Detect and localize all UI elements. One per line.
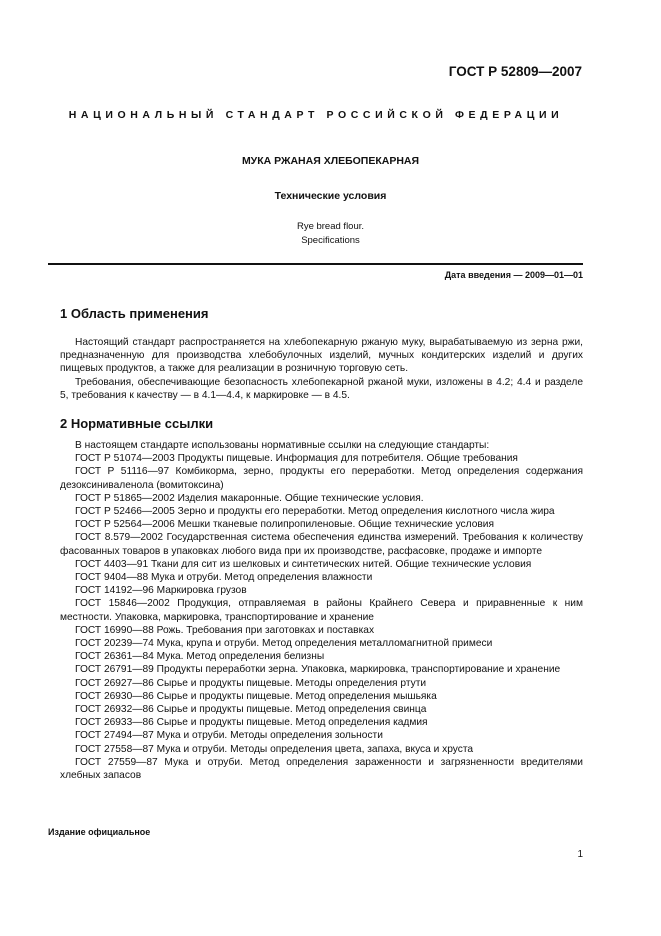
reference-item: ГОСТ 26930—86 Сырье и продукты пищевые. Метод определения мышьяка	[75, 690, 437, 702]
reference-item: ГОСТ 26361—84 Мука. Метод определения белизны	[75, 651, 325, 663]
reference-item: ГОСТ 20239—74 Мука, крупа и отруби. Метод определения металломагнитной примеси	[75, 638, 493, 650]
section-heading: 2 Нормативные ссылки	[60, 416, 214, 431]
section-2-body	[60, 439, 583, 782]
document-title: МУКА РЖАНАЯ ХЛЕБОПЕКАРНАЯ	[241, 155, 420, 167]
reference-item: ГОСТ 14192—96 Маркировка грузов	[75, 585, 247, 597]
english-title-line: Rye bread flour.	[296, 221, 365, 232]
reference-item: ГОСТ 27559—87 Мука и отруби. Метод определения зараженности и загрязненности вредителями хлебных запасов	[60, 756, 583, 782]
reference-item: ГОСТ 9404—88 Мука и отруби. Метод определения влажности	[75, 572, 373, 584]
reference-item: ГОСТ 26791—89 Продукты переработки зерна. Упаковка, маркировка, транспортирование и хранение	[75, 664, 561, 676]
section-1-body	[60, 336, 583, 402]
document-code: ГОСТ Р 52809—2007	[448, 64, 582, 79]
reference-item: ГОСТ Р 51116—97 Комбикорма, зерно, продукты его переработки. Метод определения содержания дезоксиниваленола (вомитоксина)	[60, 466, 583, 491]
national-standard-banner: НАЦИОНАЛЬНЫЙ СТАНДАРТ РОССИЙСКОЙ ФЕДЕРАЦИИ	[68, 109, 564, 121]
reference-item: ГОСТ 16990—88 Рожь. Требования при заготовках и поставках	[75, 624, 375, 636]
reference-item: ГОСТ 26933—86 Сырье и продукты пищевые. Метод определения кадмия	[75, 717, 428, 729]
paragraph: В настоящем стандарте использованы нормативные ссылки на следующие стандарты:	[75, 440, 490, 451]
section-heading: 1 Область применения	[60, 306, 209, 321]
edition-label: Издание официальное	[48, 827, 151, 837]
reference-item: ГОСТ Р 51865—2002 Изделия макаронные. Общие технические условия.	[75, 492, 424, 504]
english-title	[0, 220, 661, 248]
reference-item: ГОСТ 4403—91 Ткани для сит из шелковых и синтетических нитей. Общие технические условия	[75, 558, 532, 570]
reference-item: ГОСТ 8.579—2002 Государственная система обеспечения единства измерений. Требования к количеству фасованных товаров в упаковках любого вида при их производстве, расфасовке, продаже и импорте	[60, 532, 583, 557]
paragraph: Требования, обеспечивающие безопасность хлебопекарной ржаной муки, изложены в 4.2; 4.4 и разделе 5, требования к качеству — в 4.1—4.4, к маркировке — в 4.5.	[60, 376, 583, 401]
header-rule	[48, 263, 583, 265]
reference-item: ГОСТ 15846—2002 Продукция, отправляемая в районы Крайнего Севера и приравненные к ним местности. Упаковка, маркировка, транспортирование и хранение	[60, 598, 583, 623]
reference-item: ГОСТ 26927—86 Сырье и продукты пищевые. Методы определения ртути	[75, 677, 427, 689]
reference-item: ГОСТ Р 51074—2003 Продукты пищевые. Информация для потребителя. Общие требования	[75, 453, 518, 465]
reference-item: ГОСТ 27558—87 Мука и отруби. Методы определения цвета, запаха, вкуса и хруста	[75, 743, 474, 755]
reference-item: ГОСТ 26932—86 Сырье и продукты пищевые. Метод определения свинца	[75, 704, 427, 716]
document-subtitle: Технические условия	[274, 190, 387, 202]
paragraph: Настоящий стандарт распространяется на хлебопекарную ржаную муку, вырабатываемую из зерна ржи, предназначенную для производства хлебобулочных изделий, мучных кондитерских изделий и других пищевых продуктов, а также для реализации в розничную торговую сеть.	[60, 337, 583, 375]
reference-item: ГОСТ Р 52466—2005 Зерно и продукты его переработки. Метод определения кислотного числа жира	[75, 506, 555, 518]
page-number: 1	[577, 849, 583, 860]
introduction-date: Дата введения — 2009—01—01	[444, 270, 583, 280]
english-title-line: Specifications	[301, 235, 360, 246]
reference-item: ГОСТ 27494—87 Мука и отруби. Методы определения зольности	[75, 730, 383, 742]
reference-item: ГОСТ Р 52564—2006 Мешки тканевые полипропиленовые. Общие технические условия	[75, 519, 494, 531]
